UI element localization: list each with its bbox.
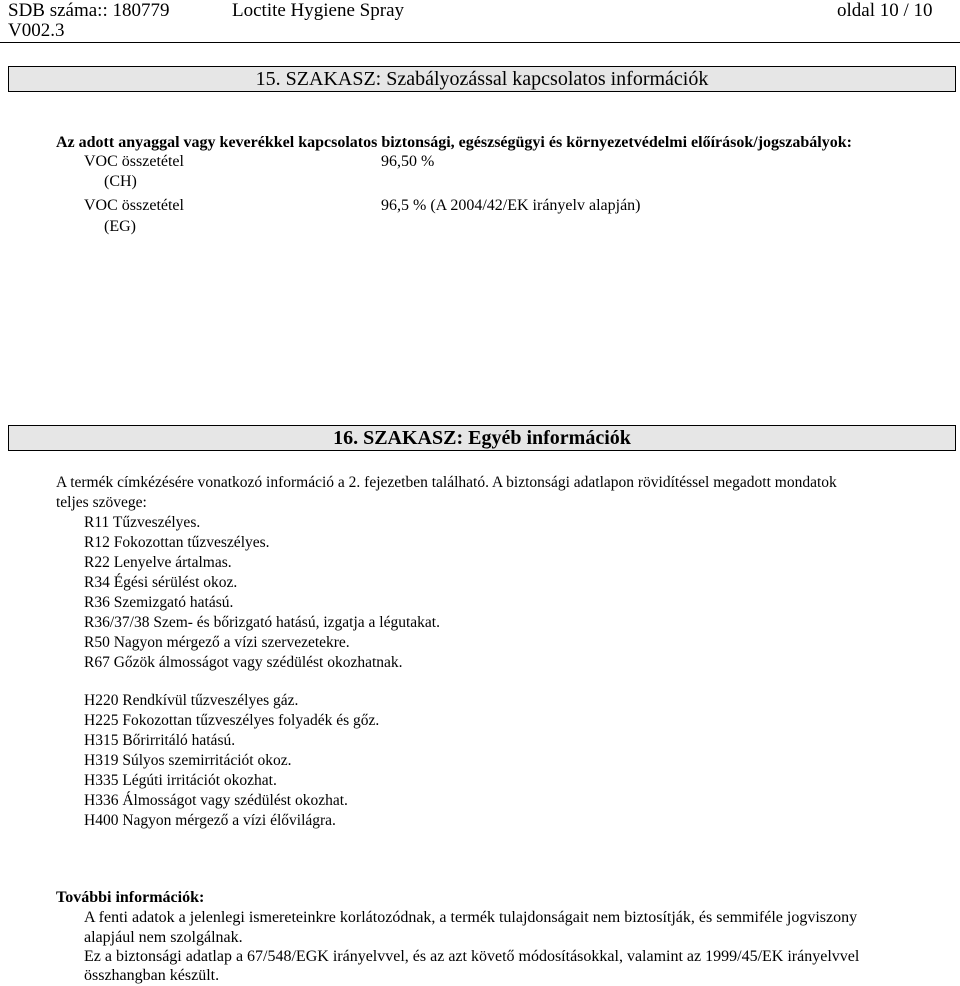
voc-eg-value: 96,5 % (A 2004/42/EK irányelv alapján) <box>381 197 641 214</box>
r-phrase: R11 Tűzveszélyes. <box>84 514 201 531</box>
section-16-intro-line2: teljes szövege: <box>56 494 147 511</box>
r-phrase: R36 Szemizgató hatású. <box>84 594 234 611</box>
further-info-line: A fenti adatok a jelenlegi ismereteinkre korlátozódnak, a termék tulajdonságait nem biztosítják, és semmiféle jogviszony <box>84 909 858 926</box>
r-phrase: R50 Nagyon mérgező a vízi szervezetekre. <box>84 634 350 651</box>
h-phrase: H220 Rendkívül tűzveszélyes gáz. <box>84 692 299 709</box>
product-name: Loctite Hygiene Spray <box>232 0 405 21</box>
section-16-title <box>8 425 956 451</box>
r-phrase: R67 Gőzök álmosságot vagy szédülést okozhatnak. <box>84 654 403 671</box>
h-phrase: H400 Nagyon mérgező a vízi élővilágra. <box>84 812 336 829</box>
h-phrase: H225 Fokozottan tűzveszélyes folyadék és gőz. <box>84 712 380 729</box>
voc-ch-label: VOC összetétel <box>84 153 184 170</box>
r-phrase: R12 Fokozottan tűzveszélyes. <box>84 534 270 551</box>
section-16-intro-line1: A termék címkézésére vonatkozó információ a 2. fejezetben található. A biztonsági adatlapon rövidítéssel megadott mondatok <box>56 474 837 491</box>
further-info-line: Ez a biztonsági adatlap a 67/548/EGK irányelvvel, és az azt követő módosításokkal, valamint az 1999/45/EK irányelvvel <box>84 948 860 965</box>
voc-eg-label: VOC összetétel <box>84 197 184 214</box>
section-16-title-text: 16. SZAKASZ: Egyéb információk <box>333 427 631 449</box>
voc-ch-value: 96,50 % <box>381 153 435 170</box>
header-rule <box>0 42 960 43</box>
r-phrase: R34 Égési sérülést okoz. <box>84 574 238 591</box>
voc-eg-sub: (EG) <box>104 218 136 235</box>
sdb-number: SDB száma:: 180779 <box>8 0 170 21</box>
voc-ch-sub: (CH) <box>104 173 137 190</box>
h-phrase: H335 Légúti irritációt okozhat. <box>84 772 277 789</box>
h-phrase: H319 Súlyos szemirritációt okoz. <box>84 752 292 769</box>
r-phrase: R36/37/38 Szem- és bőrizgató hatású, izgatja a légutakat. <box>84 614 440 631</box>
r-phrase: R22 Lenyelve ártalmas. <box>84 554 232 571</box>
further-info-line: összhangban készült. <box>84 967 220 984</box>
page-number: oldal 10 / 10 <box>837 0 933 21</box>
section-15-intro: Az adott anyaggal vagy keverékkel kapcsolatos biztonsági, egészségügyi és környezetvédelmi előírások/jogszabályok: <box>56 134 852 151</box>
further-info-title: További információk: <box>56 889 205 906</box>
further-info-line: alapjául nem szolgálnak. <box>84 929 243 946</box>
h-phrase: H336 Álmosságot vagy szédülést okozhat. <box>84 792 348 809</box>
version: V002.3 <box>8 20 65 41</box>
h-phrase: H315 Bőrirritáló hatású. <box>84 732 236 749</box>
section-15-title: 15. SZAKASZ: Szabályozással kapcsolatos információk <box>8 66 956 92</box>
